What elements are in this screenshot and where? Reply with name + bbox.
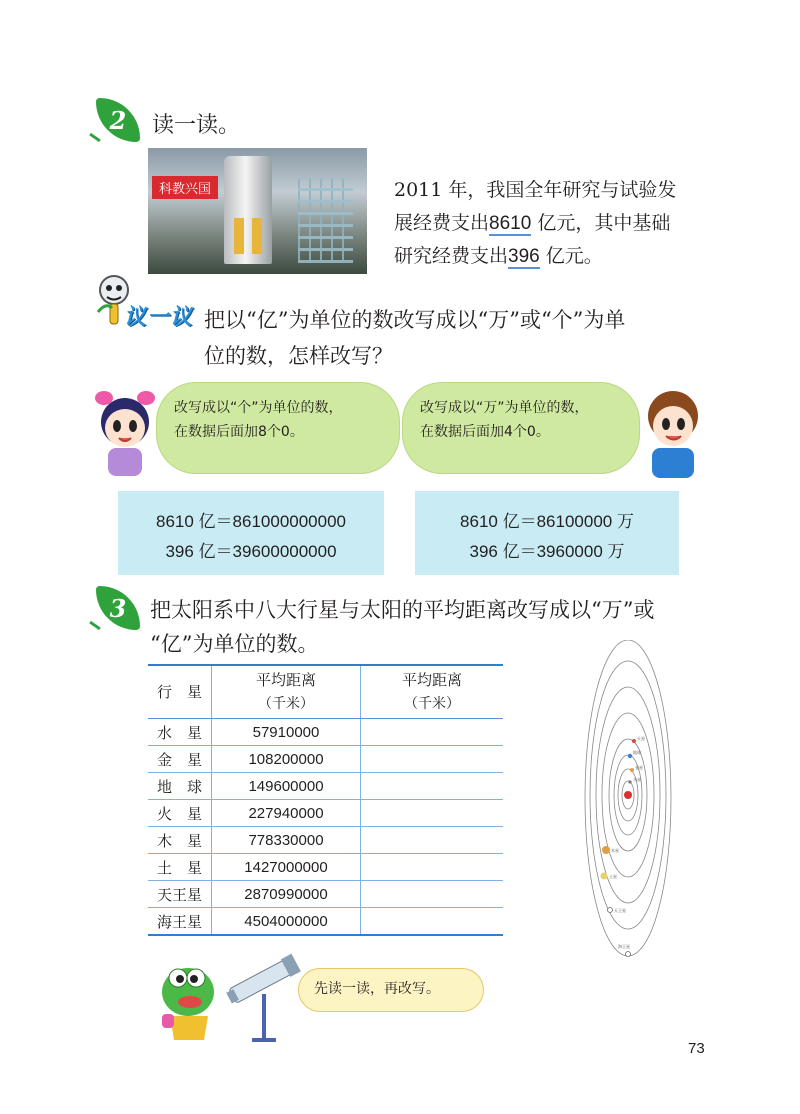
hint-text: 先读一读，再改写。 bbox=[314, 981, 440, 997]
orbit-label-uranus: 天王星 bbox=[614, 908, 626, 913]
orbit-label-mars: 火星 bbox=[637, 736, 645, 741]
photo-label: 科教兴国 bbox=[152, 176, 218, 199]
planet-name: 水 星 bbox=[148, 719, 212, 746]
section-3-line-2: “亿”为单位的数。 bbox=[150, 632, 319, 656]
conversion-396-to-units: 396 亿＝39600000000 bbox=[165, 542, 337, 561]
table-row bbox=[148, 827, 503, 854]
discussion-line-2: 位的数，怎样改写？ bbox=[204, 344, 393, 368]
underlined-number-8610: 8610 bbox=[489, 213, 532, 234]
answer-cell[interactable] bbox=[361, 854, 504, 881]
answer-cell[interactable] bbox=[361, 746, 504, 773]
orbit-label-mercury: 水星 bbox=[633, 777, 641, 782]
planet-name: 金 星 bbox=[148, 746, 212, 773]
section-2-number: 2 bbox=[109, 105, 127, 135]
table-row bbox=[148, 881, 503, 908]
planet-distance: 4504000000 bbox=[212, 908, 361, 936]
spacecraft-image bbox=[224, 156, 272, 264]
answer-cell[interactable] bbox=[361, 719, 504, 746]
conversion-396-to-wan: 396 亿＝3960000 万 bbox=[469, 542, 625, 561]
reading-line-3-post: 亿元。 bbox=[539, 245, 603, 267]
reading-line-2-pre: 展经费支出 bbox=[394, 212, 490, 234]
sun-icon bbox=[624, 791, 632, 799]
planet-name: 海王星 bbox=[148, 908, 212, 936]
planet-distance: 1427000000 bbox=[212, 854, 361, 881]
orbit-label-earth: 地球 bbox=[633, 750, 641, 755]
reading-line-1 bbox=[394, 174, 676, 207]
section-2-badge bbox=[96, 98, 140, 142]
section-2-title: 读一读。 bbox=[152, 113, 241, 138]
header-distance-unit: （千米） bbox=[258, 696, 314, 712]
right-bubble-line-1: 改写成以“万”为单位的数， bbox=[420, 400, 589, 416]
planet-distance-table bbox=[148, 664, 503, 936]
mars-icon bbox=[632, 739, 636, 743]
planet-distance: 149600000 bbox=[212, 773, 361, 800]
jupiter-icon bbox=[602, 846, 610, 854]
orbit-label-saturn: 土星 bbox=[609, 874, 617, 879]
header-distance-title: 平均距离 bbox=[255, 671, 316, 689]
planet-distance: 2870990000 bbox=[212, 881, 361, 908]
left-bubble-line-1: 改写成以“个”为单位的数， bbox=[174, 400, 343, 416]
orbit-label-jupiter: 木星 bbox=[611, 848, 619, 853]
left-bubble-line-2: 在数据后面加8个0。 bbox=[174, 424, 304, 440]
header-distance2-title: 平均距离 bbox=[401, 671, 462, 689]
uranus-icon bbox=[608, 908, 613, 913]
conversion-8610-to-units: 8610 亿＝861000000000 bbox=[156, 512, 346, 531]
table-row bbox=[148, 854, 503, 881]
table-row bbox=[148, 719, 503, 746]
planet-distance: 57910000 bbox=[212, 719, 361, 746]
planet-name: 木 星 bbox=[148, 827, 212, 854]
discussion-label: 议一议 bbox=[124, 305, 194, 330]
conversion-box-individual bbox=[118, 491, 384, 575]
answer-cell[interactable] bbox=[361, 881, 504, 908]
planet-distance: 108200000 bbox=[212, 746, 361, 773]
orbit-label-venus: 金星 bbox=[635, 765, 643, 770]
reading-line-2 bbox=[394, 207, 676, 240]
table-header-row bbox=[148, 665, 503, 719]
answer-cell[interactable] bbox=[361, 827, 504, 854]
mercury-icon bbox=[628, 780, 631, 783]
answer-cell[interactable] bbox=[361, 773, 504, 800]
conversion-box-wan bbox=[415, 491, 679, 575]
venus-icon bbox=[630, 768, 634, 772]
left-speech-bubble bbox=[156, 382, 400, 474]
section-3-badge bbox=[96, 586, 140, 630]
neptune-icon bbox=[626, 952, 631, 957]
header-distance-converted bbox=[361, 665, 504, 719]
answer-cell[interactable] bbox=[361, 908, 504, 936]
table-row bbox=[148, 773, 503, 800]
section-3-line-1: 把太阳系中八大行星与太阳的平均距离改写成以“万”或 bbox=[150, 598, 655, 622]
discussion-line-1: 把以“亿”为单位的数改写成以“万”或“个”为单 bbox=[204, 308, 626, 332]
header-distance bbox=[212, 665, 361, 719]
header-planet: 行 星 bbox=[148, 665, 212, 719]
table-row bbox=[148, 746, 503, 773]
orbit-label-neptune: 海王星 bbox=[618, 944, 630, 949]
girl-character-icon bbox=[92, 388, 158, 476]
reading-line-2-post: 亿元，其中基础 bbox=[531, 212, 671, 234]
earth-icon bbox=[628, 754, 632, 758]
planet-name: 地 球 bbox=[148, 773, 212, 800]
underlined-number-396: 396 bbox=[508, 246, 540, 267]
spacecraft-photo bbox=[148, 148, 367, 274]
conversion-8610-to-wan: 8610 亿＝86100000 万 bbox=[460, 512, 634, 531]
boy-character-icon bbox=[640, 386, 706, 478]
right-bubble-line-2: 在数据后面加4个0。 bbox=[420, 424, 550, 440]
table-row bbox=[148, 800, 503, 827]
reading-line-3-pre: 研究经费支出 bbox=[394, 245, 509, 267]
reading-paragraph bbox=[394, 174, 676, 273]
planet-name: 土 星 bbox=[148, 854, 212, 881]
planet-distance: 778330000 bbox=[212, 827, 361, 854]
planet-name: 火 星 bbox=[148, 800, 212, 827]
header-distance2-unit: （千米） bbox=[404, 696, 460, 712]
frog-telescope-icon bbox=[150, 944, 310, 1048]
planet-distance: 227940000 bbox=[212, 800, 361, 827]
saturn-icon bbox=[601, 873, 608, 880]
table-row bbox=[148, 908, 503, 936]
scaffold-image bbox=[298, 178, 353, 263]
reading-line-1-text: 2011 年，我国全年研究与试验发 bbox=[394, 179, 677, 201]
answer-cell[interactable] bbox=[361, 800, 504, 827]
solar-system-diagram bbox=[584, 640, 674, 960]
right-speech-bubble bbox=[402, 382, 640, 474]
page-number: 73 bbox=[688, 1040, 705, 1057]
hint-speech-bubble bbox=[298, 968, 484, 1012]
planet-name: 天王星 bbox=[148, 881, 212, 908]
section-3-number: 3 bbox=[109, 593, 127, 623]
reading-line-3 bbox=[394, 240, 676, 273]
